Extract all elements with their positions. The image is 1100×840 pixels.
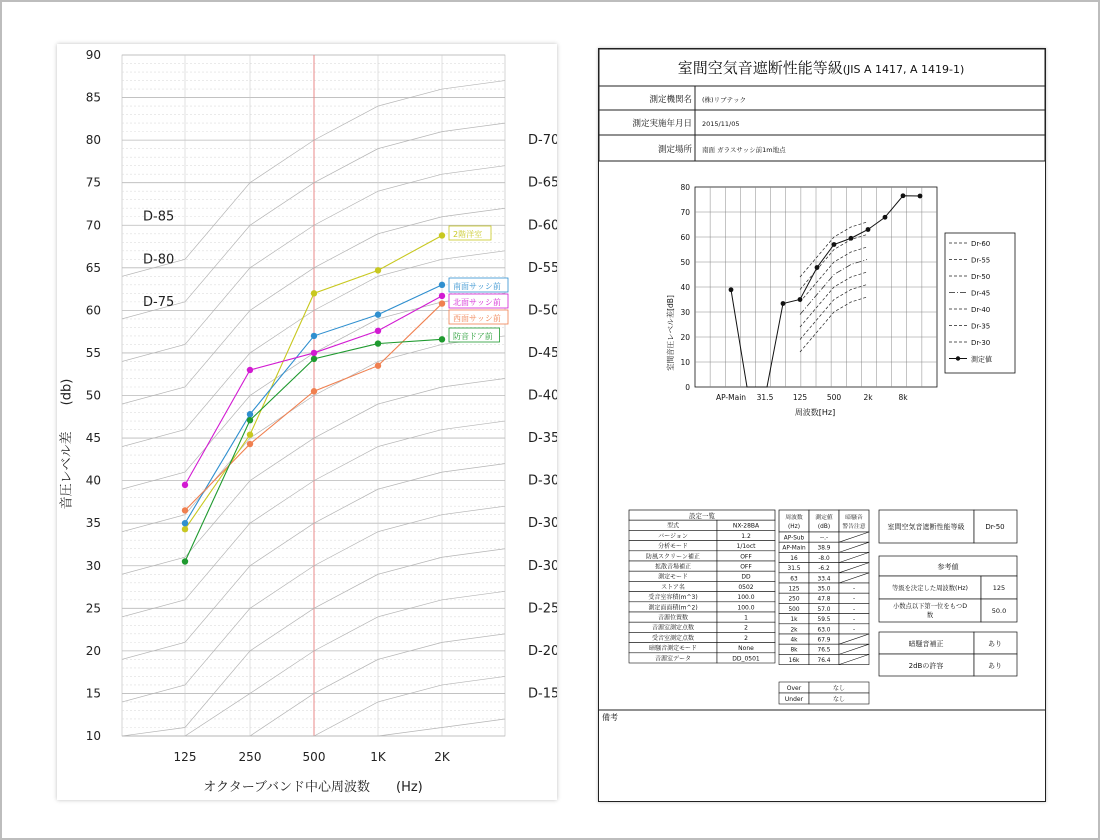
left-chart-y-tick: 90 — [85, 48, 101, 62]
report-chart-point — [901, 193, 906, 198]
header-label-org: 測定機関名 — [649, 95, 692, 105]
settings-label: 受音室測定点数 — [651, 634, 695, 642]
header-value-place: 南面 ガラスサッシ前1m地点 — [702, 146, 786, 154]
freq-header-label: 暗騒音 — [845, 515, 863, 521]
left-chart-x-tick: 500 — [302, 750, 326, 764]
freq-header-label: 測定値 — [815, 515, 833, 521]
report-chart-x-tick: 2k — [863, 393, 873, 402]
left-chart-point — [311, 350, 317, 356]
settings-value: 2 — [744, 624, 748, 632]
freq-header-unit: (dB) — [817, 524, 831, 530]
report-chart-point — [849, 236, 854, 241]
settings-label: 分析モード — [658, 543, 688, 551]
left-chart-y-tick: 65 — [85, 260, 101, 275]
reference-title: 参考値 — [937, 563, 959, 571]
report-chart-point — [832, 242, 837, 247]
left-chart-y-tick: 15 — [85, 686, 101, 701]
settings-value: 1/1oct — [736, 543, 756, 551]
left-chart-d-label-right: D-50 — [528, 303, 557, 319]
report-chart-legend — [945, 233, 1015, 373]
report-chart-x-tick: 8k — [898, 393, 908, 402]
settings-value: OFF — [740, 553, 752, 561]
report-chart-y-tick: 40 — [680, 283, 690, 292]
reference-label: 等級を決定した周波数(Hz) — [892, 585, 968, 592]
settings-label: 型式 — [666, 522, 680, 530]
settings-label: ストア名 — [661, 583, 685, 591]
left-chart-x-tick: 1K — [370, 750, 386, 764]
report-chart-point — [883, 215, 888, 220]
left-chart-point — [311, 290, 317, 296]
left-chart-point — [247, 431, 253, 437]
over-under-value: なし — [832, 696, 846, 703]
left-chart-point — [375, 363, 381, 369]
left-chart-d-labels-right — [528, 133, 557, 701]
freq-cell-text: 59.5 — [817, 617, 831, 624]
report-chart-legend-label: Dr-50 — [971, 273, 991, 281]
left-chart-point — [182, 520, 188, 526]
freq-cell-text: 63.0 — [817, 627, 831, 634]
freq-cell-text: 33.4 — [817, 576, 831, 583]
report-chart-legend-label: Dr-40 — [971, 306, 991, 314]
settings-table — [629, 510, 775, 663]
report-chart-legend-marker — [956, 356, 960, 360]
left-chart-d-label: D-80 — [143, 252, 175, 268]
left-chart-point — [439, 282, 445, 288]
report-chart-y-ticks — [680, 183, 690, 392]
report-chart-y-tick: 20 — [680, 333, 690, 342]
report-chart-grid — [695, 187, 937, 387]
left-chart-y-tick: 50 — [85, 388, 101, 403]
doc-title: 室間空気音遮断性能等級(JIS A 1417, A 1419-1) — [677, 59, 965, 77]
left-chart-y-tick: 85 — [85, 90, 101, 105]
freq-cell-text: 4k — [790, 637, 798, 644]
settings-title: 設定一覧 — [689, 512, 715, 520]
settings-label: 拡散音場補正 — [654, 563, 692, 571]
freq-cell-text: 2k — [790, 627, 798, 634]
left-chart-y-tick: 60 — [85, 303, 101, 318]
header-label-date: 測定実施年月日 — [632, 119, 692, 129]
settings-value: 0502 — [738, 583, 754, 591]
left-chart-point — [311, 356, 317, 362]
left-chart-point — [375, 340, 381, 346]
report-chart-dr-curve — [800, 297, 867, 352]
right-report-panel — [598, 48, 1046, 802]
report-chart-legend-label: Dr-55 — [971, 256, 991, 265]
report-chart-y-tick: 70 — [680, 208, 690, 217]
left-chart-y-tick: 75 — [85, 175, 101, 190]
extra-value: あり — [988, 662, 1002, 670]
report-chart-dr-curve — [800, 247, 867, 302]
freq-cell-text: - — [852, 617, 856, 624]
report-chart-x-ticks — [716, 393, 908, 402]
grade-label: 室間空気音遮断性能等級 — [887, 523, 965, 531]
freq-cell-text: 31.5 — [787, 566, 801, 573]
settings-label: 受音室容積(m^3) — [648, 594, 698, 602]
left-chart-panel — [57, 44, 557, 800]
left-chart-legend-label: 防音ドア前 — [453, 332, 493, 341]
settings-label: 測定面面積(m^2) — [648, 604, 698, 612]
left-chart-point — [439, 336, 445, 342]
settings-label: 測定モード — [658, 573, 688, 581]
settings-value: DD_0501 — [732, 655, 760, 663]
settings-value: 1 — [744, 614, 748, 622]
settings-value: None — [738, 645, 754, 653]
report-chart-point — [781, 301, 786, 306]
report-chart-legend-box — [945, 233, 1015, 373]
report-chart-point — [729, 287, 734, 292]
settings-value: 2 — [744, 634, 748, 642]
left-chart-y-tick: 80 — [85, 133, 101, 148]
left-chart-point — [439, 300, 445, 306]
settings-value: OFF — [740, 563, 752, 571]
left-chart-legend-label: 西面サッシ前 — [453, 314, 501, 323]
report-chart-legend-label: Dr-60 — [971, 240, 991, 248]
left-chart-d-label-right: D-35 — [528, 431, 557, 447]
freq-cell-text: 500 — [788, 606, 800, 613]
left-chart-ylabel: 音圧レベル差 (db) — [59, 378, 75, 510]
left-chart-d-label-right: D-60 — [528, 218, 557, 234]
report-chart-x-tick: 500 — [826, 393, 842, 402]
left-chart-d-label-right: D-55 — [528, 260, 557, 276]
left-chart-point — [182, 507, 188, 513]
settings-value: DD — [741, 573, 751, 581]
right-report — [599, 49, 1045, 801]
left-chart-x-tick: 2K — [434, 750, 450, 764]
frequency-table — [779, 510, 869, 704]
freq-header-label: 周波数 — [785, 515, 803, 521]
report-chart-x-tick: 125 — [792, 393, 808, 402]
left-chart-point — [247, 441, 253, 447]
grade-value: Dr-50 — [985, 523, 1005, 531]
freq-cell-text: 16k — [788, 657, 800, 664]
report-chart-legend-label: Dr-45 — [971, 289, 991, 298]
freq-cell-text: 76.5 — [817, 647, 831, 654]
left-chart-d-label-right: D-45 — [528, 345, 557, 361]
extra-value: あり — [988, 640, 1002, 648]
left-chart-d-label-right: D-30 — [528, 558, 557, 574]
freq-cell-text: 38.9 — [817, 545, 831, 552]
settings-label: 音源室データ — [654, 655, 692, 663]
left-chart-d-label-right: D-65 — [528, 175, 557, 191]
left-chart-x-tick: 125 — [173, 750, 197, 764]
freq-cell-text: -6.2 — [818, 566, 830, 573]
freq-cell-text: 57.0 — [817, 606, 831, 613]
report-chart-y-tick: 30 — [680, 308, 690, 317]
reference-value: 125 — [992, 584, 1006, 592]
left-chart-legend-label: 北面サッシ前 — [453, 298, 501, 307]
left-chart-legend-label: 2階洋室 — [453, 230, 483, 239]
freq-cell-text: 47.8 — [817, 596, 831, 603]
left-chart-point — [439, 232, 445, 238]
left-chart-d-label-right: D-30 — [528, 516, 557, 532]
header-value-org: (株)リブテック — [702, 96, 747, 104]
extra-label: 暗騒音補正 — [908, 640, 944, 648]
report-chart-legend-label: Dr-35 — [971, 322, 991, 331]
remarks-label: 備考 — [602, 713, 618, 722]
freq-cell-text: - — [852, 596, 856, 603]
left-chart-point — [311, 333, 317, 339]
report-chart-x-tick: 31.5 — [756, 393, 774, 402]
settings-value: 100.0 — [737, 594, 755, 602]
over-under-value: なし — [832, 685, 846, 692]
settings-label: 暗騒音測定モード — [649, 645, 697, 653]
left-chart-y-tick: 40 — [85, 473, 101, 488]
freq-cell-text: 67.9 — [817, 637, 831, 644]
report-chart-y-tick: 60 — [680, 233, 690, 242]
left-chart-y-tick: 45 — [85, 431, 101, 446]
left-chart-y-tick: 70 — [85, 218, 101, 233]
freq-cell-text: 63 — [790, 576, 798, 583]
report-chart-y-tick: 50 — [680, 258, 690, 267]
left-chart — [57, 44, 557, 800]
report-chart-point — [866, 227, 871, 232]
reference-label: 小数点以下第一位をもつD — [892, 603, 968, 610]
report-chart — [665, 183, 1015, 417]
report-chart-legend-label: Dr-30 — [971, 339, 991, 347]
left-chart-d-label-right: D-20 — [528, 643, 557, 659]
freq-cell-text: - — [852, 586, 856, 593]
freq-header-unit: (Hz) — [788, 524, 800, 530]
freq-cell-text: - — [852, 606, 856, 613]
left-chart-xlabel: オクターブバンド中心周波数 (Hz) — [203, 780, 423, 795]
freq-cell-text: AP-Sub — [783, 535, 805, 542]
left-chart-x-ticks — [174, 750, 451, 764]
report-chart-point — [798, 297, 803, 302]
left-chart-d-label-right: D-40 — [528, 388, 557, 404]
left-chart-point — [247, 417, 253, 423]
left-chart-y-tick: 25 — [85, 601, 101, 616]
report-chart-point — [918, 194, 923, 199]
settings-value: 1.2 — [741, 532, 751, 540]
report-chart-xlabel: 周波数[Hz] — [794, 408, 836, 417]
freq-header-unit: 警告注意 — [842, 524, 866, 530]
left-chart-d-label-right: D-30 — [528, 473, 557, 489]
report-chart-point — [815, 265, 820, 270]
left-chart-y-tick: 55 — [85, 345, 101, 360]
left-chart-y-ticks — [86, 48, 101, 743]
report-chart-y-tick: 80 — [680, 183, 690, 192]
freq-cell-text: 16 — [790, 555, 798, 562]
left-chart-point — [247, 411, 253, 417]
over-under-label: Under — [784, 696, 804, 703]
settings-label: 音源室測定点数 — [651, 624, 695, 632]
header-table — [599, 86, 1045, 161]
freq-cell-text: 8k — [790, 647, 798, 654]
reference-label-cont: 数 — [926, 612, 934, 619]
left-chart-d-label: D-85 — [143, 209, 175, 225]
left-chart-point — [182, 482, 188, 488]
extra-label: 2dBの許容 — [908, 662, 944, 670]
freq-cell-text: - — [852, 627, 856, 634]
report-chart-y-tick: 10 — [680, 358, 690, 367]
freq-cell-text: 1k — [790, 617, 798, 624]
left-chart-point — [375, 311, 381, 317]
report-chart-dr-curve — [800, 222, 867, 277]
report-chart-legend-label: 測定値 — [971, 355, 992, 364]
freq-cell-text: 250 — [788, 596, 800, 603]
report-chart-ylabel: 室間音圧レベル差[dB] — [666, 295, 675, 371]
left-chart-point — [375, 328, 381, 334]
settings-value: NX-28BA — [732, 522, 760, 530]
header-value-date: 2015/11/05 — [702, 120, 740, 128]
left-chart-d-label-right: D-25 — [528, 601, 557, 617]
freq-cell-text: AP-Main — [782, 545, 806, 552]
settings-label: 防風スクリーン補正 — [646, 553, 700, 561]
freq-cell-text: 125 — [788, 586, 800, 593]
left-chart-point — [439, 293, 445, 299]
freq-cell-text: 35.0 — [817, 586, 831, 593]
left-chart-y-tick: 30 — [85, 558, 101, 573]
report-chart-y-tick: 0 — [685, 383, 690, 392]
reference-value: 50.0 — [991, 607, 1007, 615]
left-chart-y-tick: 35 — [85, 516, 101, 531]
left-chart-y-tick: 10 — [85, 729, 101, 743]
settings-label: バージョン — [658, 532, 688, 540]
over-under-label: Over — [786, 685, 802, 692]
left-chart-point — [311, 388, 317, 394]
freq-cell-text: 76.4 — [817, 657, 831, 664]
left-chart-point — [182, 558, 188, 564]
grade-boxes — [879, 510, 1017, 676]
left-chart-d-label-right: D-15 — [528, 686, 557, 702]
left-chart-x-tick: 250 — [238, 750, 262, 764]
header-label-place: 測定場所 — [657, 145, 692, 155]
left-chart-point — [375, 267, 381, 273]
left-chart-point — [247, 367, 253, 373]
left-chart-point — [182, 526, 188, 532]
report-chart-x-tick: AP-Main — [715, 393, 747, 402]
left-chart-d-label: D-75 — [143, 294, 175, 310]
report-chart-measured-series — [729, 193, 923, 387]
left-chart-y-tick: 20 — [85, 643, 101, 658]
freq-cell-text: -8.0 — [818, 555, 830, 562]
settings-label: 音源位置数 — [657, 614, 689, 622]
freq-cell-text: --.- — [819, 535, 829, 542]
left-chart-legend-label: 南面サッシ前 — [453, 282, 501, 291]
left-chart-d-label-right: D-70 — [528, 133, 557, 149]
settings-value: 100.0 — [737, 604, 755, 612]
